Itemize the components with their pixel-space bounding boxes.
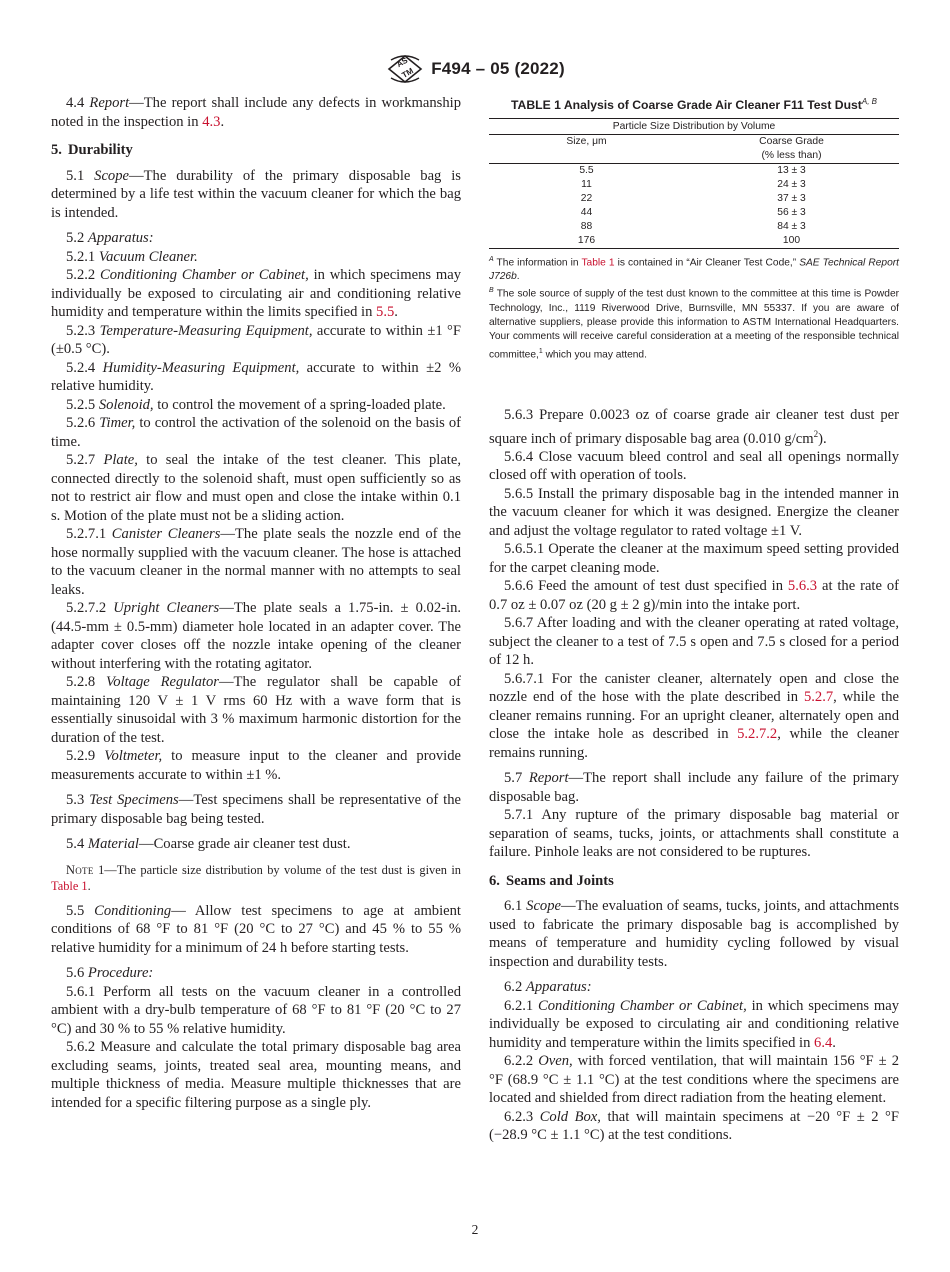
paragraph-5-7-1: 5.7.1 Any rupture of the primary disposable bag material or separation of seams, tucks, joints, or attachments shall constitute a failure. Pinhole leaks are not considered to be ruptures.: [489, 807, 899, 861]
paragraph-5-6-7: 5.6.7 After loading and with the cleaner operating at rated voltage, subject the cleaner to a test of 7.5 s open and 7.5 s closed for a period of 12 h.: [489, 615, 899, 669]
paragraph-5-6: 5.6 Procedure:: [66, 965, 154, 981]
paragraph-6-2-2: 6.2.2 Oven, with forced ventilation, that will maintain 156 °F ± 2 °F (68.9 °C ± 1.1 °C) at the test conditions where the specimens are located and shielded from direct radiation from the heating element.: [489, 1053, 899, 1107]
paragraph-5-2-7-2: 5.2.7.2 Upright Cleaners—The plate seals a 1.75-in. ± 0.02-in. (44.5-mm ± 0.5-mm) diameter hole located in an adapter cover. The adapter cover closes off the nozzle intake opening of the cleaner without interfering with the rotating agitator.: [51, 600, 462, 672]
astm-logo-icon: [385, 54, 425, 84]
table-row: 11 24 ± 3: [581, 178, 806, 190]
paragraph-6-1: 6.1 Scope—The evaluation of seams, tucks, joints, and attachments used to fabricate the primary disposable bag is accomplished by means of temperature and humidity cycling followed by visual inspection and durability tests.: [489, 898, 899, 970]
paragraph-5-1: 5.1 Scope—The durability of the primary disposable bag is determined by a life test within the vacuum cleaner for which the bag is intended.: [51, 167, 461, 221]
ref-link[interactable]: 5.2.7.2: [737, 726, 778, 743]
table-footnote-b: $^B$ The sole source of supply of the test dust known to the committee at this time is Powder Technology, Inc., 1119 Riverwood Drive, Burnsville, MN 55337. If you are aware of alternative suppliers, please provide this information to ASTM International Headquarters. Your comments will receive careful consideration at a meeting of the responsible technical committee,$^1$ which you may attend.: [489, 287, 899, 360]
paragraph-5-2-3: 5.2.3 Temperature-Measuring Equipment, accurate to within ±1 °F (±0.5 °C).: [51, 322, 461, 357]
paragraph-5-2-8: 5.2.8 Voltage Regulator—The regulator shall be capable of maintaining 120 V ± 1 V rms 60 Hz with a wave form that is essentially sinusoidal with 3 % maximum harmonic distortion for the duration of the test.: [51, 674, 461, 746]
paragraph-5-2-7: 5.2.7 Plate, to seal the intake of the test cleaner. This plate, connected directly to the solenoid shaft, must open sufficiently so as not to restrict air flow and must open and close the intake within 0.1 s. Motion of the plate must not be a sliding action.: [51, 452, 461, 524]
paragraph-5-6-2: 5.6.2 Measure and calculate the total primary disposable bag area excluding seams, joints, treated seal area, mounting means, and multiple thickness of media. Measure multiple thicknesses that are intended for a specific filtering purpose as a single ply.: [51, 1039, 461, 1111]
note-1: Note 1—The particle size distribution by volume of the test dust is given in Table 1.: [51, 862, 462, 893]
paragraph-5-5: 5.5 Conditioning— Allow test specimens to age at ambient conditions of 68 °F to 81 °F (20 °C to 27 °C) and 45 % to 55 % relative humidity for a minimum of 24 h before starting tests.: [51, 902, 461, 956]
ref-link[interactable]: Table 1: [51, 879, 88, 893]
ref-link[interactable]: 4.3: [202, 113, 221, 130]
paragraph-6-2-1: 6.2.1 Conditioning Chamber or Cabinet, in which specimens may individually be exposed to circulating air and conditioning relative humidity and temperature within the limits specified in 6.4.: [489, 997, 900, 1051]
paragraph-6-2: 6.2 Apparatus:: [504, 979, 592, 996]
table-row: 22 37 ± 3: [580, 192, 806, 204]
paragraph-5-2: 5.2 Apparatus:: [66, 230, 154, 246]
left-column: [51, 94, 461, 1112]
table-span-header: Particle Size Distribution by Volume: [612, 121, 776, 133]
paragraph-5-6-1: 5.6.1 Perform all tests on the vacuum cleaner in a controlled ambient with a dry-bulb temperature of 68 °F to 81 °F (20 °C to 27 °C) and 30 % to 55 % relative humidity.: [51, 983, 461, 1037]
paragraph-5-6-7-1: 5.6.7.1 For the canister cleaner, alternately open and close the nozzle end of the hose with the plate described in 5.2.7, while the cleaner remains running. For an upright cleaner, alternately open and close the intake hole as described in 5.2.7.2, while the cleaner remains running.: [489, 670, 899, 761]
paragraph-5-7: 5.7 Report—The report shall include any failure of the primary disposable bag.: [489, 770, 899, 805]
page-number: 2: [471, 1222, 479, 1237]
paragraph-5-3: 5.3 Test Specimens—Test specimens shall be representative of the primary disposable bag being tested.: [51, 792, 461, 827]
paragraph-6-2-3: 6.2.3 Cold Box, that will maintain specimens at −20 °F ± 2 °F (−28.9 °C ± 1.1 °C) at the test conditions.: [489, 1108, 899, 1144]
page-header: [0, 54, 950, 84]
paragraph-5-2-5: 5.2.5 Solenoid, to control the movement of a spring-loaded plate.: [66, 396, 446, 413]
section-heading-5: 5. Durability: [51, 142, 133, 158]
paragraph-5-2-2: 5.2.2 Conditioning Chamber or Cabinet, in which specimens may individually be exposed to circulating air and conditioning relative humidity and temperature within the limits specified in 5.5.: [51, 267, 462, 320]
paragraph-5-2-9: 5.2.9 Voltmeter, to measure input to the cleaner and provide measurements accurate to within ±1 %.: [51, 748, 461, 783]
document-id: F494 – 05 (2022): [431, 59, 565, 78]
svg-text:TM: TM: [400, 66, 416, 80]
table-row: 5.5 13 ± 3: [489, 164, 899, 178]
table-col-header: Size, μm: [566, 136, 607, 148]
paragraph-4-4: 4.4 Report—The report shall include any defects in workmanship noted in the inspection in 4.3.: [51, 95, 461, 130]
right-column: [489, 94, 899, 1145]
paragraph-5-2-7-1: 5.2.7.1 Canister Cleaners—The plate seals the nozzle end of the hose normally supplied with the vacuum cleaner. The hose is attached to the vacuum cleaner in the normal manner with no attempts to seal leaks.: [51, 526, 461, 598]
paragraph-5-6-5-1: 5.6.5.1 Operate the cleaner at the maximum speed setting provided for the carpet cleaning mode.: [489, 541, 899, 576]
table-row: 176 100: [489, 234, 899, 248]
svg-text:AS: AS: [395, 55, 410, 70]
ref-link[interactable]: 6.4: [814, 1034, 833, 1051]
table-col-header: Coarse Grade (% less than): [759, 136, 824, 162]
paragraph-5-6-4: 5.6.4 Close vacuum bleed control and seal all openings normally closed off with operation of tools.: [489, 448, 899, 484]
table-footnote-a: $^A$ The information in Table 1 is contained in “Air Cleaner Test Code,” SAE Technical Report J726b.: [489, 255, 899, 283]
paragraph-5-6-5: 5.6.5 Install the primary disposable bag in the intended manner in the vacuum cleaner for which it was designed. Energize the cleaner and adjust the voltage regulator to rated voltage ±1 V.: [489, 485, 899, 539]
paragraph-5-6-3: 5.6.3 Prepare 0.0023 oz of coarse grade air cleaner test dust per square inch of primary disposable bag area (0.010 $g/cm^2$).: [489, 407, 899, 447]
paragraph-5-2-1: 5.2.1 Vacuum Cleaner.: [66, 248, 198, 265]
ref-link[interactable]: 5.6.3: [787, 578, 818, 595]
table-1-title: TABLE 1 Analysis of Coarse Grade Air Cleaner F11 Test Dust$^{A, B}$: [511, 97, 877, 113]
table-row: 44 56 ± 3: [580, 206, 806, 218]
table-1: [489, 118, 899, 248]
ref-link[interactable]: 5.2.7: [803, 689, 834, 706]
paragraph-5-6-6: 5.6.6 Feed the amount of test dust specified in 5.6.3 at the rate of 0.7 oz ± 0.07 oz (20 g ± 2 g)/min into the intake port.: [489, 578, 899, 613]
paragraph-5-2-6: 5.2.6 Timer, to control the activation of the solenoid on the basis of time.: [51, 415, 461, 450]
ref-link[interactable]: Table 1: [581, 256, 615, 268]
table-row: 88 84 ± 3: [580, 220, 806, 232]
paragraph-5-4: 5.4 Material—Coarse grade air cleaner test dust.: [66, 836, 351, 852]
section-heading-6: 6. Seams and Joints: [489, 872, 614, 889]
paragraph-5-2-4: 5.2.4 Humidity-Measuring Equipment, accurate to within ±2 % relative humidity.: [51, 359, 461, 394]
ref-link[interactable]: 5.5: [376, 304, 395, 320]
